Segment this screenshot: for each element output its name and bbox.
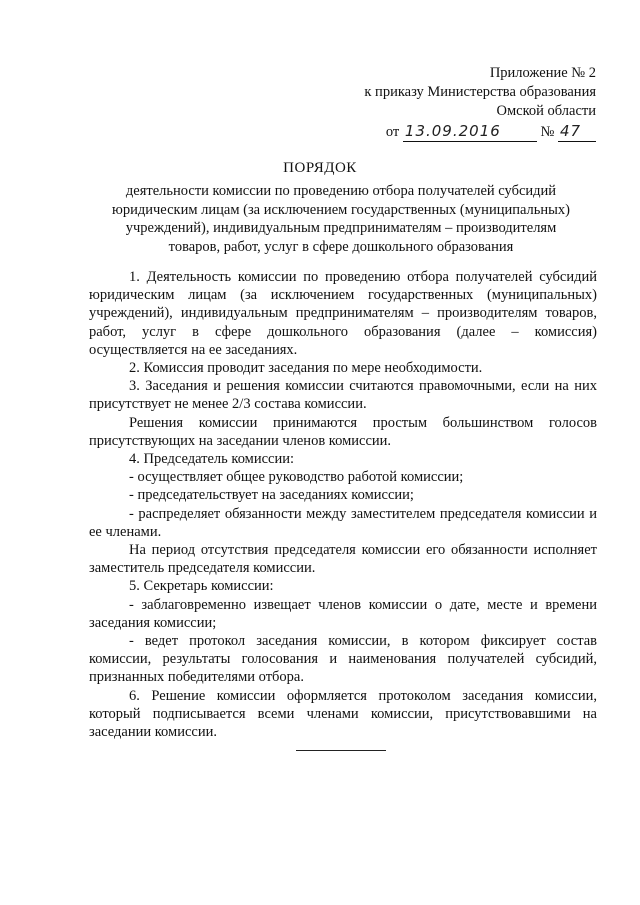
appendix-date-line [364,122,596,142]
closing-divider [296,750,386,751]
paragraph: - заблаговременно извещает членов комиссии о дате, месте и времени заседания комиссии; [89,596,597,631]
handwritten-order-number: 47 [558,122,596,142]
paragraph: - председательствует на заседаниях комиссии; [129,487,414,504]
paragraph: Решения комиссии принимаются простым большинством голосов присутствующих на заседании членов комиссии. [89,414,597,449]
paragraph: 4. Председатель комиссии: [129,451,295,468]
paragraph: 1. Деятельность комиссии по проведению отбора получателей субсидий юридическим лицам (за исключением государственных (муниципальных) учреждений), индивидуальным предпринимателям – производителям товаров, работ, услуг в сфере дошкольного образования (далее – комиссия) осуществляется на ее заседаниях. [89,269,597,358]
paragraph: На период отсутствия председателя комиссии его обязанности исполняет заместитель председателя комиссии. [89,542,597,577]
document-body [89,268,597,741]
paragraph: 6. Решение комиссии оформляется протоколом заседания комиссии, который подписывается всеми членами комиссии, присутствовавшими на заседании комиссии. [89,687,597,741]
appendix-header [364,64,596,142]
appendix-region: Омской области [496,103,596,119]
number-prefix: № [540,124,555,140]
paragraph: - осуществляет общее руководство работой комиссии; [129,469,464,486]
paragraph: 2. Комиссия проводит заседания по мере необходимости. [129,360,483,377]
document-subtitle: деятельности комиссии по проведению отбора получателей субсидий юридическим лицам (за исключением государственных (муниципальных) учреждений), индивидуальным предпринимателям – производителям товаров, работ, услуг в сфере дошкольного образования [112,183,570,255]
date-prefix: от [385,124,400,140]
appendix-order-ref: к приказу Министерства образования [364,84,596,100]
paragraph: - распределяет обязанности между заместителем председателя комиссии и ее членами. [89,505,597,540]
paragraph: - ведет протокол заседания комиссии, в котором фиксирует состав комиссии, результаты голосования и наименования получателей субсидий, признанных победителями отбора. [89,633,597,686]
paragraph: 5. Секретарь комиссии: [129,578,274,595]
handwritten-date: 13.09.2016 [403,122,537,142]
paragraph: 3. Заседания и решения комиссии считаются правомочными, если на них присутствует не менее 2/3 состава комиссии. [89,378,597,413]
document-title: ПОРЯДОК [283,160,357,176]
appendix-number: Приложение № 2 [489,65,596,81]
